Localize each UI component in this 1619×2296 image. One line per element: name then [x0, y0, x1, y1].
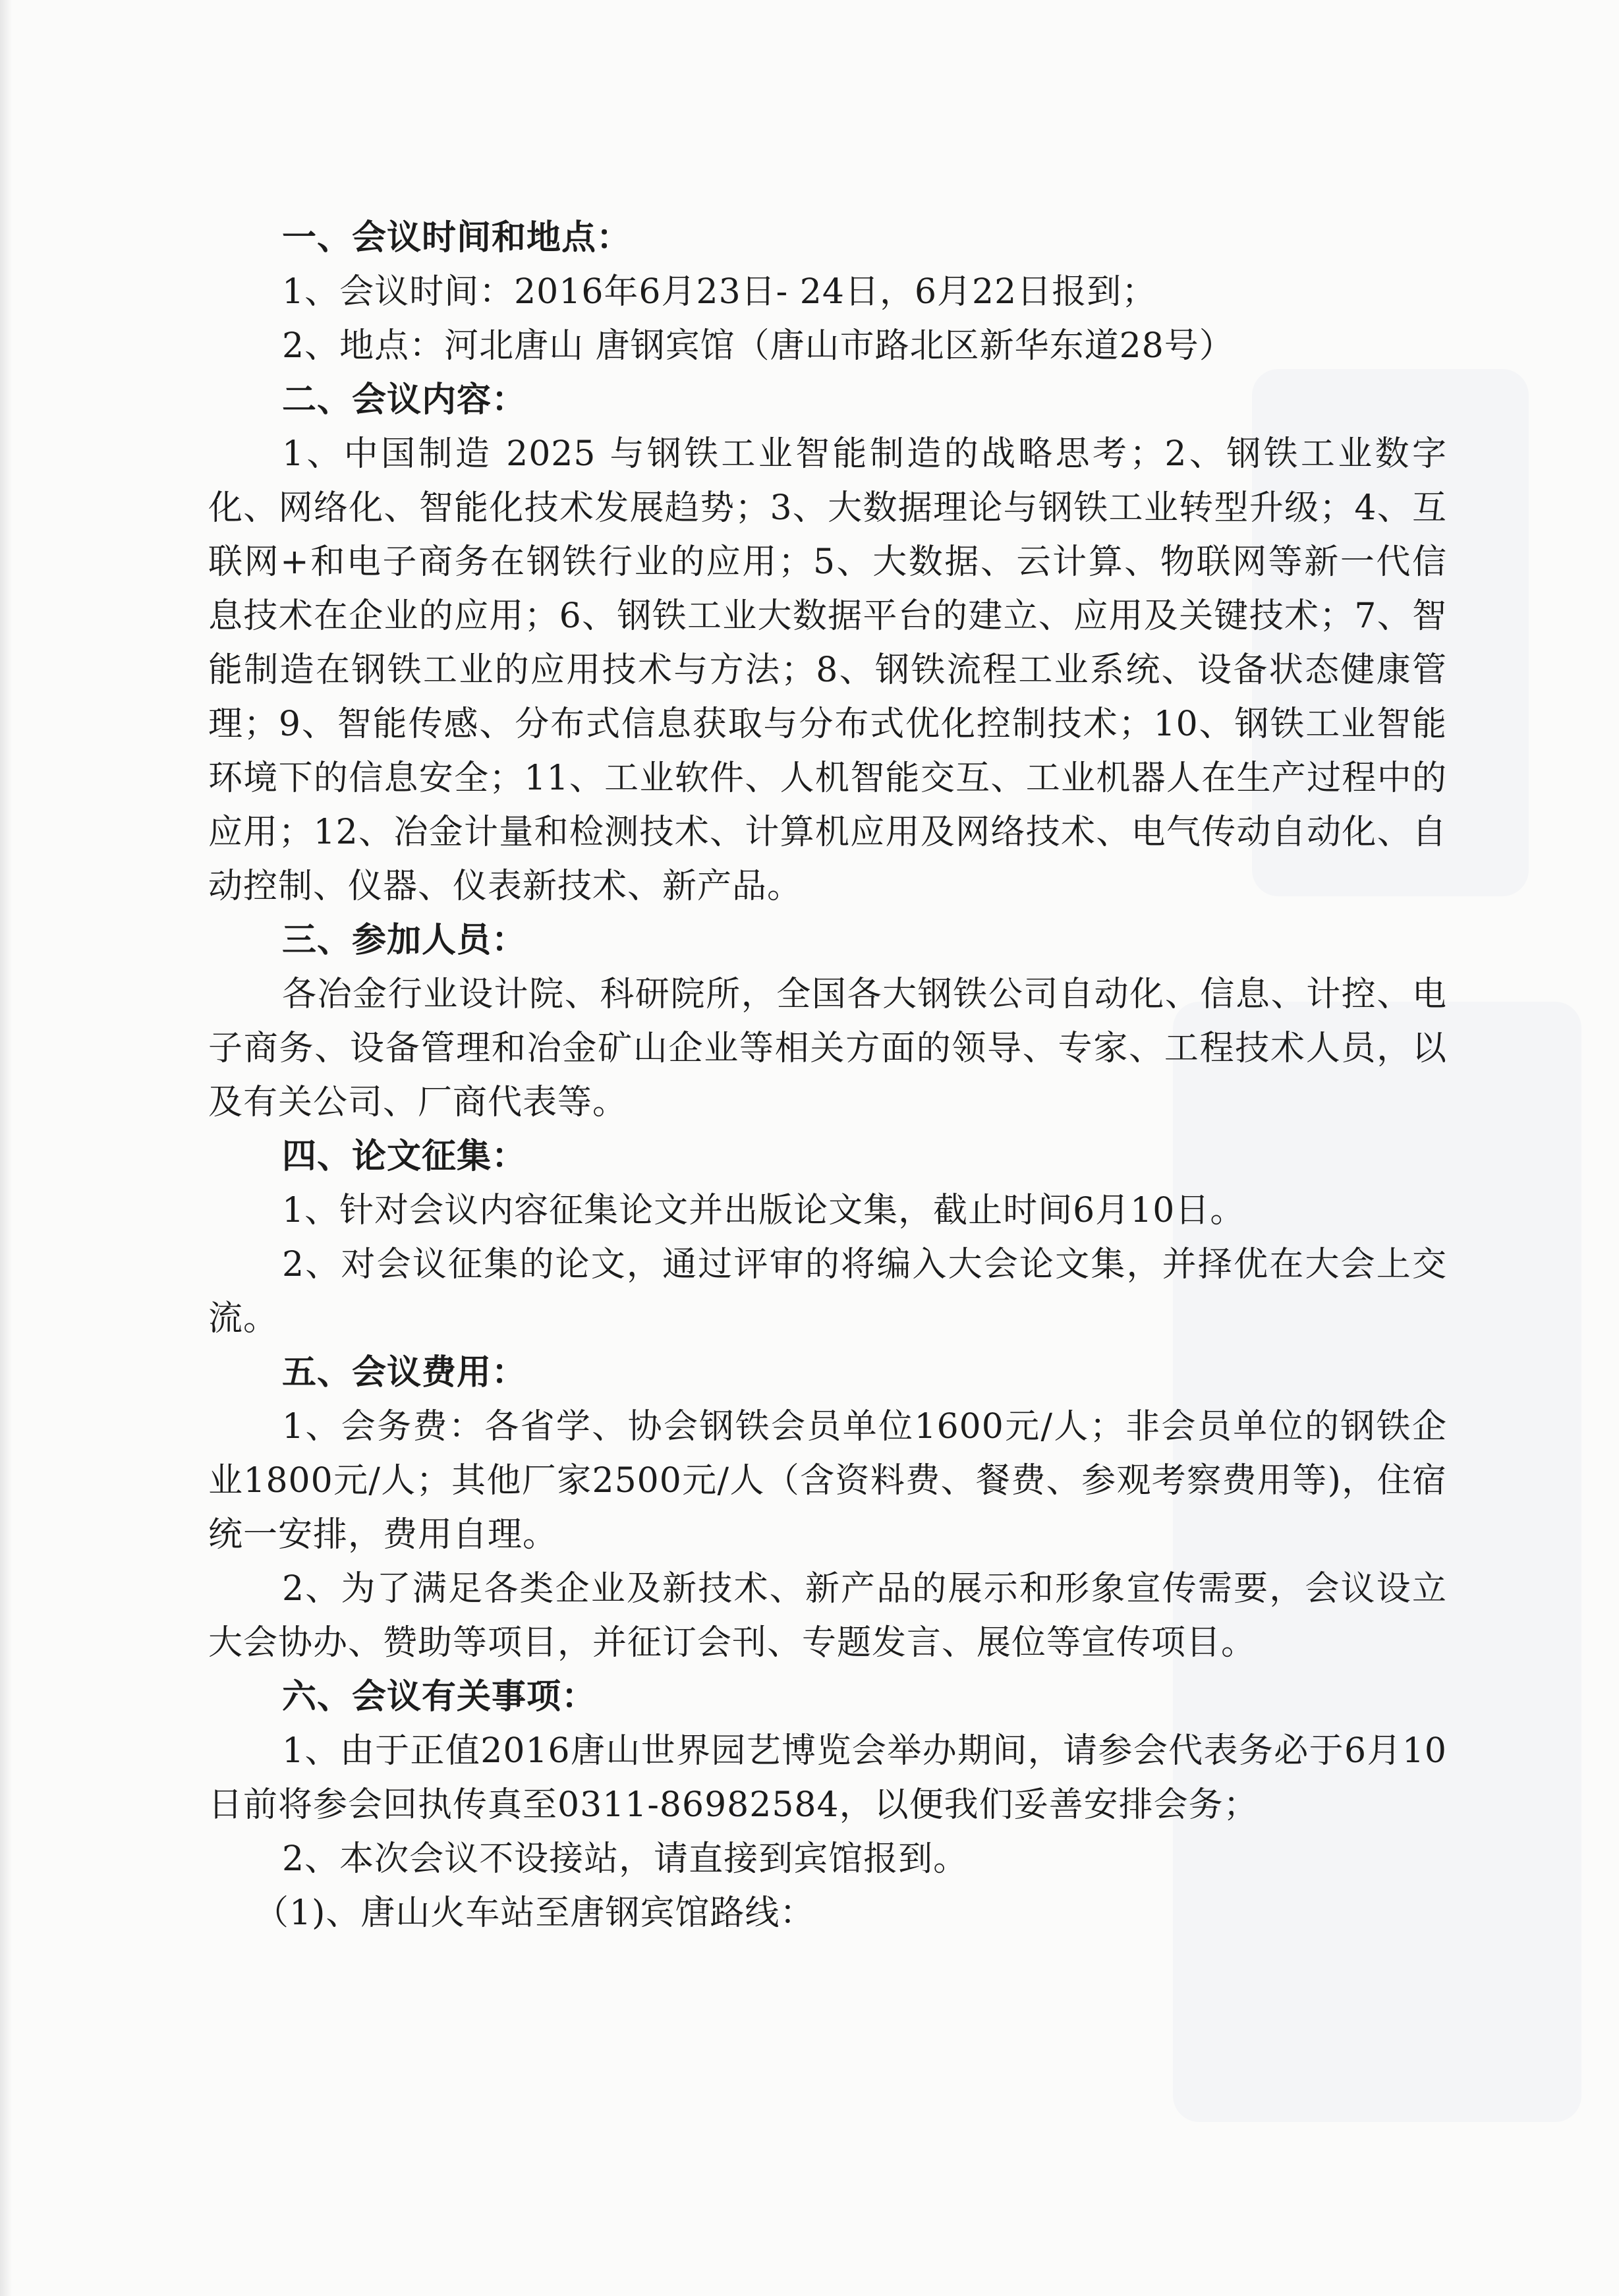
section-heading: 五、会议费用： [282, 1352, 527, 1392]
section-content [208, 373, 1447, 913]
section-time-location [208, 211, 1447, 373]
section-heading: 四、论文征集： [282, 1136, 527, 1176]
paragraph: 1、中国制造 2025 与钢铁工业智能制造的战略思考；2、钢铁工业数字化、网络化、智能化技术发展趋势；3、大数据理论与钢铁工业转型升级；4、互联网+和电子商务在钢铁行业的应用；5、大数据、云计算、物联网等新一代信息技术在企业的应用；6、钢铁工业大数据平台的建立、应用及关键技术；7、智能制造在钢铁工业的应用技术与方法；8、钢铁流程工业系统、设备状态健康管理；9、智能传感、分布式信息获取与分布式优化控制技术；10、钢铁工业智能环境下的信息安全；11、工业软件、人机智能交互、工业机器人在生产过程中的应用；12、冶金计量和检测技术、计算机应用及网络技术、电气传动自动化、自动控制、仪器、仪表新技术、新产品。 [208, 434, 1447, 906]
paragraph: 1、针对会议内容征集论文并出版论文集，截止时间6月10日。 [282, 1191, 1245, 1230]
scan-edge [0, 0, 12, 2296]
section-heading: 二、会议内容： [282, 380, 527, 420]
paragraph: 2、对会议征集的论文，通过评审的将编入大会论文集，并择优在大会上交流。 [208, 1245, 1447, 1338]
section-participants [208, 913, 1447, 1130]
document-body [208, 211, 1447, 1940]
paragraph: 各冶金行业设计院、科研院所，全国各大钢铁公司自动化、信息、计控、电子商务、设备管理和冶金矿山企业等相关方面的领导、专家、工程技术人员，以及有关公司、厂商代表等。 [208, 975, 1447, 1122]
section-heading: 六、会议有关事项： [282, 1677, 597, 1717]
section-heading: 一、会议时间和地点： [282, 217, 632, 258]
paragraph: 1、由于正值2016唐山世界园艺博览会举办期间，请参会代表务必于6月10日前将参会回执传真至0311-86982584，以便我们妥善安排会务； [208, 1731, 1447, 1825]
paragraph: 2、地点：河北唐山 唐钢宾馆（唐山市路北区新华东道28号） [282, 326, 1234, 366]
paragraph: 2、本次会议不设接站，请直接到宾馆报到。 [282, 1839, 969, 1879]
section-fees [208, 1346, 1447, 1670]
paragraph: 1、会务费：各省学、协会钢铁会员单位1600元/人；非会员单位的钢铁企业1800元/人；其他厂家2500元/人（含资料费、餐费、参观考察费用等)，住宿统一安排，费用自理。 [208, 1407, 1447, 1555]
section-heading: 三、参加人员： [282, 920, 527, 960]
sub-item: （1)、唐山火车站至唐钢宾馆路线： [254, 1893, 815, 1933]
section-papers [208, 1130, 1447, 1346]
paragraph: 1、会议时间：2016年6月23日- 24日，6月22日报到； [282, 272, 1157, 312]
section-matters [208, 1670, 1447, 1940]
paragraph: 2、为了满足各类企业及新技术、新产品的展示和形象宣传需要，会议设立大会协办、赞助等项目，并征订会刊、专题发言、展位等宣传项目。 [208, 1569, 1447, 1663]
